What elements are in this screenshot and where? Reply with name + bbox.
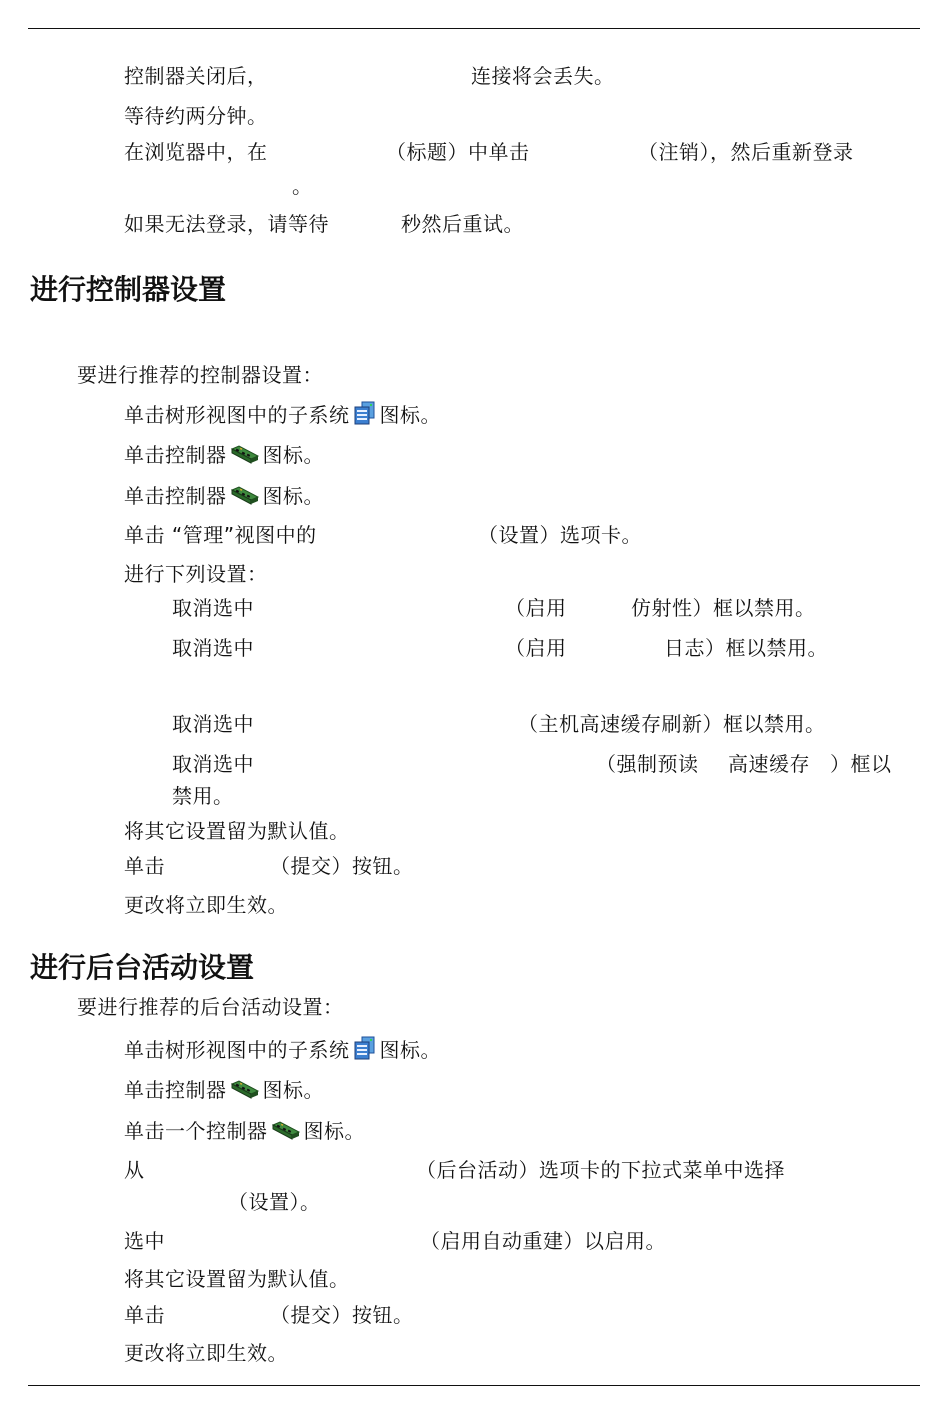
step-line: 将其它设置留为默认值。 [124,1267,350,1291]
text: 单击控制器 [124,484,227,508]
step-line [386,140,530,164]
text: 等待约两分钟。 [124,104,268,128]
bullet-line: 禁用。 [172,784,234,808]
step-line [124,401,441,427]
bullet-line: （主机高速缓存刷新）框以禁用。 [518,712,826,736]
text: 图标。 [303,1119,365,1143]
text: 控制器关闭后， [124,64,268,88]
text: 单击控制器 [124,1078,227,1102]
text: 单击一个控制器 [124,1119,268,1143]
intro-text: 要进行推荐的控制器设置： [77,363,323,387]
bullet-line: （启用 [505,596,567,620]
step-line [124,523,317,547]
text: 单击树形视图中的子系统 [124,1038,350,1062]
step-line: 更改将立即生效。 [124,893,288,917]
controller-icon [231,486,259,506]
step-line: （提交）按钮。 [270,1303,414,1327]
intro-text: 要进行推荐的后台活动设置： [77,995,344,1019]
text: 图标。 [379,403,441,427]
step-line: 从 [124,1158,145,1182]
bullet-line: 取消选中 [172,752,254,776]
step-line [124,1119,365,1143]
step-line [124,443,324,467]
bullet-line: 取消选中 [172,712,254,736]
bullet-line: 取消选中 [172,636,254,660]
section-heading: 进行后台活动设置 [30,951,255,984]
text: 单击控制器 [124,443,227,467]
bullet-line: 取消选中 [172,596,254,620]
step-line [124,64,268,88]
step-line: 进行下列设置： [124,562,268,586]
step-line [638,140,854,164]
subsystem-icon [354,1036,376,1060]
controller-icon [231,1080,259,1100]
step-line: （提交）按钮。 [270,854,414,878]
bullet-line: （强制预读 [596,752,699,776]
step-line: 更改将立即生效。 [124,1341,288,1365]
step-line [124,1036,441,1062]
controller-icon [272,1121,300,1141]
bullet-line: 仿射性）框以禁用。 [631,596,816,620]
text: 。 [292,174,313,198]
step-line: （后台活动）选项卡的下拉式菜单中选择 [416,1158,785,1182]
text: 单击树形视图中的子系统 [124,403,350,427]
bullet-line: ）框以 [830,752,892,776]
step-line [292,174,313,198]
bullet-line: 高速缓存 [728,752,810,776]
step-line [471,64,615,88]
step-line: （设置）。 [228,1190,321,1214]
bullet-line: （启用 [505,636,567,660]
top-rule [28,28,920,29]
bottom-rule [28,1385,920,1386]
section-heading: 进行控制器设置 [30,273,227,306]
step-line: 单击 [124,1303,165,1327]
bullet-line: 日志）框以禁用。 [664,636,828,660]
text: 图标。 [379,1038,441,1062]
step-line [124,140,268,164]
text: 在浏览器中，在 [124,140,268,164]
subsystem-icon [354,401,376,425]
step-line [478,523,642,547]
step-line [124,212,329,236]
step-line: （启用自动重建）以启用。 [420,1229,666,1253]
text: 秒然后重试。 [401,212,524,236]
step-line: 将其它设置留为默认值。 [124,819,350,843]
text: 连接将会丢失。 [471,64,615,88]
text: （设置）选项卡。 [478,523,642,547]
step-line: 单击 [124,854,165,878]
step-line [124,104,268,128]
step-line [401,212,524,236]
text: 图标。 [262,443,324,467]
text: （注销），然后重新登录 [638,140,854,164]
text: 如果无法登录，请等待 [124,212,329,236]
step-line: 选中 [124,1229,165,1253]
text: 图标。 [262,1078,324,1102]
text: 单击 “管理”视图中的 [124,523,317,547]
step-line [124,1078,324,1102]
controller-icon [231,445,259,465]
text: （标题）中单击 [386,140,530,164]
step-line [124,484,324,508]
text: 图标。 [262,484,324,508]
